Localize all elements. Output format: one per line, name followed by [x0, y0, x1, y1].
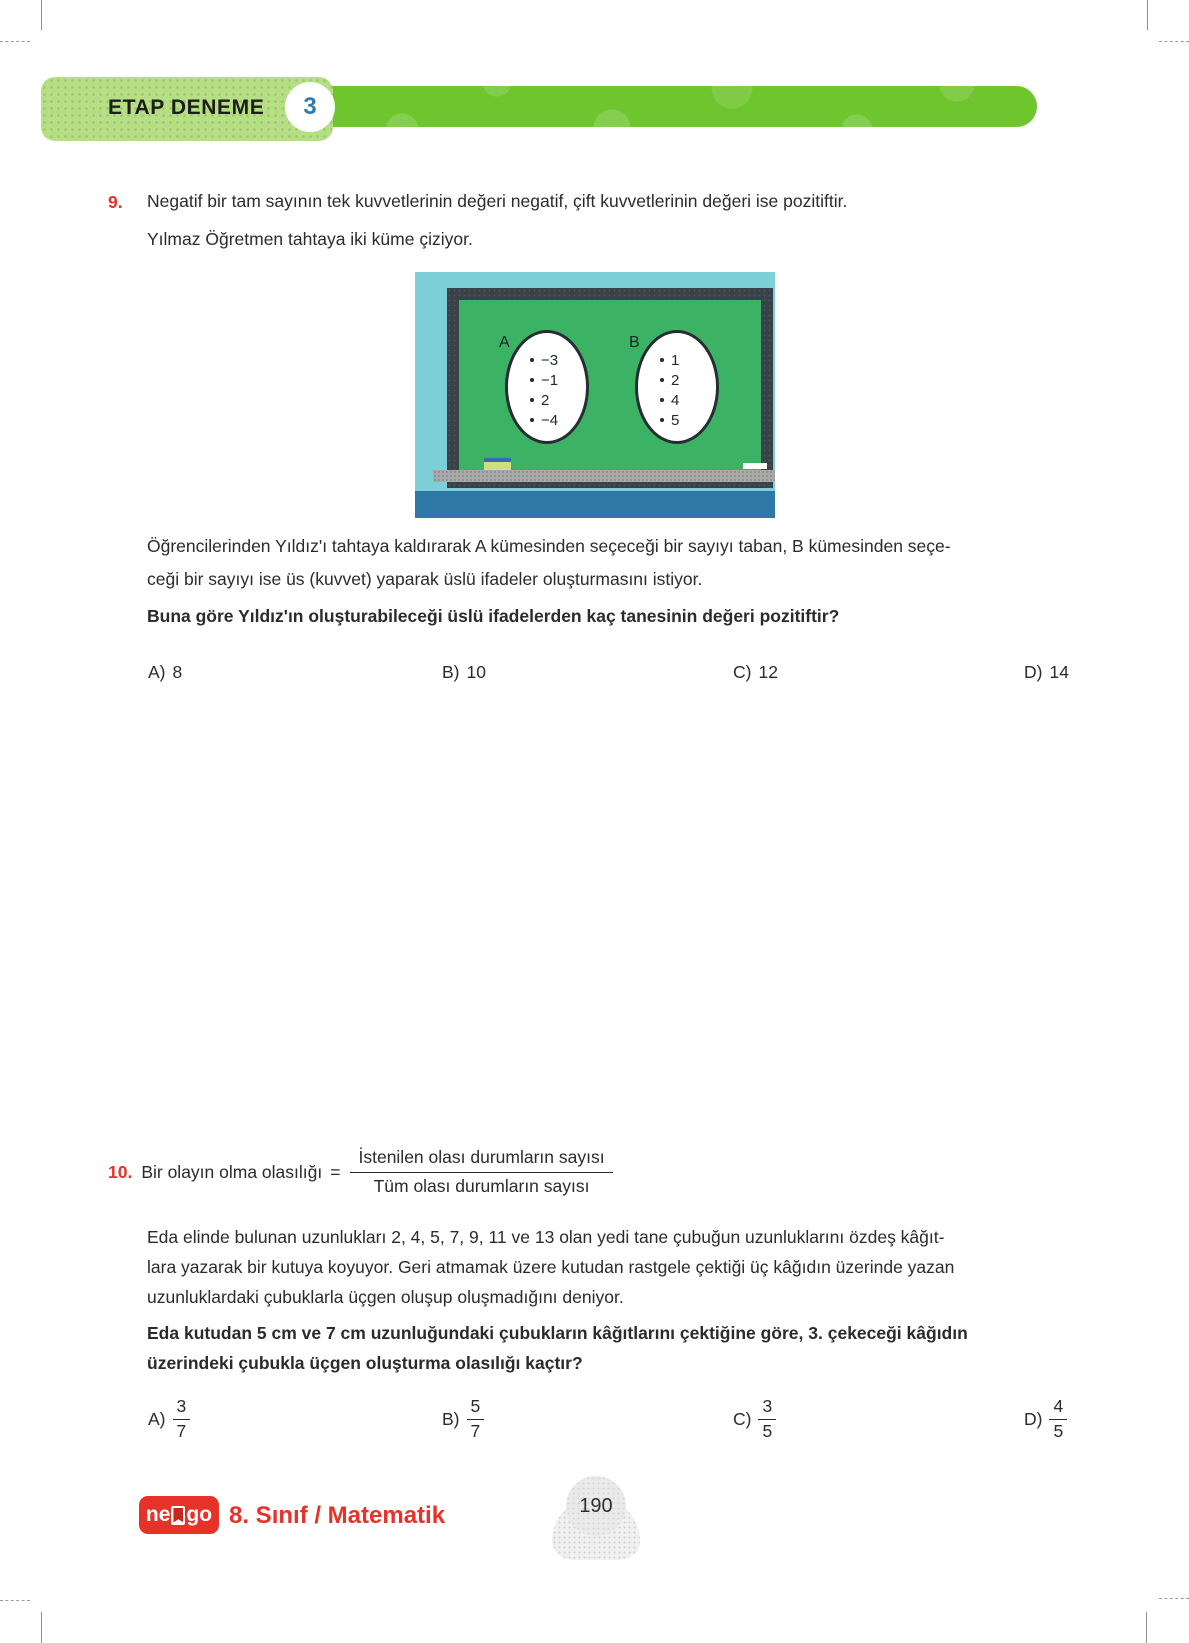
- q10-question: [147, 1318, 968, 1378]
- equals-sign: =: [330, 1161, 341, 1182]
- option-fraction: [467, 1396, 485, 1443]
- q9-number: 9.: [108, 192, 123, 212]
- set-item: [660, 370, 679, 390]
- option-value: 10: [466, 662, 486, 682]
- formula-fraction: [350, 1146, 612, 1198]
- chalkboard-figure: [415, 272, 775, 518]
- option-label: C): [733, 1408, 752, 1429]
- option-label: A): [148, 1408, 166, 1429]
- chalk-piece: [743, 463, 767, 469]
- set-item: [530, 370, 558, 390]
- set-a-items: [530, 350, 558, 430]
- q9-option-c: [733, 662, 778, 683]
- fraction-numerator: 3: [758, 1396, 776, 1420]
- q10-option-d: [1024, 1396, 1067, 1443]
- q9-intro: [147, 182, 847, 258]
- set-a-label: A: [499, 334, 510, 351]
- set-item: [530, 410, 558, 430]
- logo-book-page: [173, 1508, 183, 1523]
- bullet-dot-icon: [660, 398, 664, 402]
- q10-option-a: [148, 1396, 190, 1443]
- crop-mark-top-left-v: [41, 0, 42, 30]
- set-item: [660, 390, 679, 410]
- q10-question-line-2: üzerindeki çubukla üçgen oluşturma olasılığı kaçtır?: [147, 1353, 583, 1373]
- q9-option-d: [1024, 662, 1069, 683]
- formula-lead: Bir olayın olma olasılığı: [141, 1161, 323, 1182]
- header-banner-bar: [312, 86, 1037, 127]
- fraction-numerator: İstenilen olası durumların sayısı: [350, 1146, 612, 1173]
- q9-body: [147, 530, 951, 596]
- fraction-denominator: 7: [470, 1420, 481, 1441]
- q9-option-b: [442, 662, 486, 683]
- set-b-items: [660, 350, 679, 430]
- option-label: C): [733, 662, 752, 682]
- fraction-denominator: 5: [762, 1420, 773, 1441]
- set-item-value: 2: [541, 391, 550, 409]
- fraction-denominator: 5: [1053, 1420, 1064, 1441]
- set-item-value: 5: [671, 411, 680, 429]
- board-eraser: [484, 458, 511, 470]
- set-item-value: −1: [541, 371, 559, 389]
- figure-floor: [415, 491, 775, 518]
- bullet-dot-icon: [660, 358, 664, 362]
- option-value: 14: [1049, 662, 1069, 682]
- crop-mark-top-right-h: [1159, 41, 1189, 42]
- crop-mark-bottom-right-h: [1159, 1598, 1189, 1599]
- bullet-dot-icon: [530, 378, 534, 382]
- option-fraction: [758, 1396, 776, 1443]
- fraction-numerator: 5: [467, 1396, 485, 1420]
- crop-mark-top-right-v: [1147, 0, 1148, 30]
- set-item: [660, 350, 679, 370]
- crop-mark-top-left-h: [0, 41, 30, 42]
- set-b-label: B: [629, 334, 640, 351]
- chalk-tray: [433, 470, 775, 482]
- q10-body: [147, 1222, 954, 1312]
- option-fraction: [173, 1396, 191, 1443]
- option-label: B): [442, 662, 460, 682]
- nego-logo: [139, 1496, 219, 1534]
- bullet-dot-icon: [530, 398, 534, 402]
- stage-number-badge: 3: [288, 85, 332, 129]
- logo-text-right: go: [186, 1503, 213, 1526]
- q9-question: [147, 606, 839, 627]
- q10-body-line-3: uzunluklardaki çubuklarla üçgen oluşup oluşmadığını deniyor.: [147, 1287, 624, 1307]
- set-item: [530, 390, 558, 410]
- set-item-value: 4: [671, 391, 680, 409]
- q10-number: 10.: [108, 1161, 133, 1182]
- q10-body-line-2: lara yazarak bir kutuya koyuyor. Geri atmamak üzere kutudan rastgele çektiği üç kâğıdın üzerinde yazan: [147, 1257, 955, 1277]
- option-label: B): [442, 1408, 460, 1429]
- set-item-value: 1: [671, 351, 680, 369]
- q9-option-a: [148, 662, 182, 683]
- q10-option-b: [442, 1396, 484, 1443]
- page-number-badge: [566, 1476, 626, 1536]
- q10-question-line-1: Eda kutudan 5 cm ve 7 cm uzunluğundaki çubukların kâğıtlarını çektiğine göre, 3. çekeceği kâğıdın: [147, 1323, 968, 1343]
- fraction-denominator: 7: [176, 1420, 187, 1441]
- bullet-dot-icon: [660, 378, 664, 382]
- q9-body-line-1: Öğrencilerinden Yıldız'ı tahtaya kaldırarak A kümesinden seçeceği bir sayıyı taban, B kümesinden seçe-: [147, 536, 951, 556]
- footer-subject: 8. Sınıf / Matematik: [229, 1502, 446, 1529]
- fraction-numerator: 3: [173, 1396, 191, 1420]
- q9-body-line-2: ceği bir sayıyı ise üs (kuvvet) yaparak üslü ifadeler oluşturmasını istiyor.: [147, 569, 703, 589]
- logo-book-icon: [171, 1506, 185, 1525]
- set-item-value: −4: [541, 411, 559, 429]
- fraction-numerator: 4: [1049, 1396, 1067, 1420]
- set-item: [660, 410, 679, 430]
- logo-text-left: ne: [145, 1503, 171, 1526]
- option-fraction: [1049, 1396, 1067, 1443]
- fraction-denominator: Tüm olası durumların sayısı: [373, 1175, 590, 1196]
- set-item-value: 2: [671, 371, 680, 389]
- option-label: A): [148, 662, 166, 682]
- q9-intro-line-1: Negatif bir tam sayının tek kuvvetlerinin değeri negatif, çift kuvvetlerinin değeri ise pozitiftir.: [147, 191, 848, 211]
- bullet-dot-icon: [530, 358, 534, 362]
- option-value: 8: [172, 662, 183, 682]
- crop-mark-bottom-left-v: [41, 1612, 42, 1643]
- page-title: ETAP DENEME: [108, 96, 265, 119]
- bullet-dot-icon: [530, 418, 534, 422]
- bullet-dot-icon: [660, 418, 664, 422]
- set-item-value: −3: [541, 351, 559, 369]
- page-number: 190: [579, 1494, 613, 1517]
- q9-intro-line-2: Yılmaz Öğretmen tahtaya iki küme çiziyor.: [147, 229, 473, 249]
- set-item: [530, 350, 558, 370]
- option-label: D): [1024, 1408, 1043, 1429]
- crop-mark-bottom-left-h: [0, 1600, 30, 1601]
- option-label: D): [1024, 662, 1043, 682]
- q10-option-c: [733, 1396, 776, 1443]
- option-value: 12: [758, 662, 778, 682]
- q9-question-text: Buna göre Yıldız'ın oluşturabileceği üslü ifadelerden kaç tanesinin değeri pozitiftir?: [147, 606, 840, 626]
- q10-formula: [108, 1146, 613, 1198]
- crop-mark-bottom-right-v: [1146, 1612, 1147, 1643]
- q10-body-line-1: Eda elinde bulunan uzunlukları 2, 4, 5, 7, 9, 11 ve 13 olan yedi tane çubuğun uzunluklarını özdeş kâğıt-: [147, 1227, 945, 1247]
